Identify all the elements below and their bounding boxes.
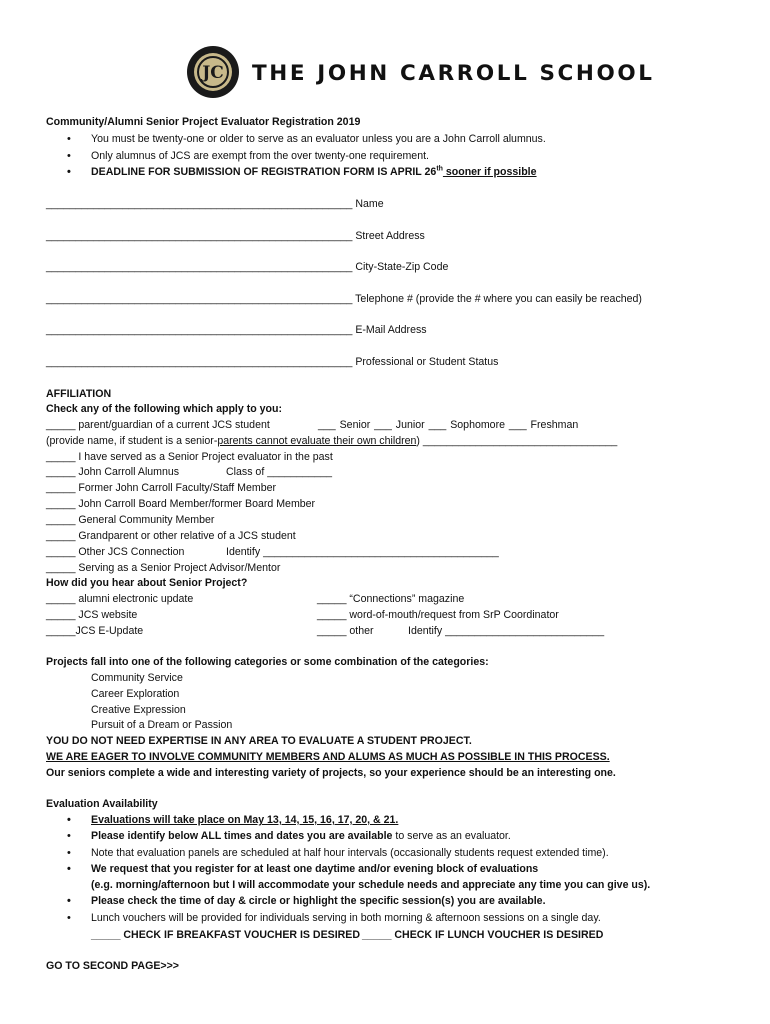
check-note: • Please check the time of day & circle or highlight the specific session(s) you are available. <box>91 895 546 908</box>
other-source-checkbox[interactable]: _____ other <box>317 625 374 637</box>
affiliation-heading: AFFILIATION <box>46 388 112 400</box>
form-title: Community/Alumni Senior Project Evaluator Registration 2019 <box>46 116 361 128</box>
street-address-field[interactable]: ____________________________________________________ Street Address <box>46 230 425 242</box>
identify-availability: • Please identify below ALL times and dates you are available to serve as an evaluator. <box>91 830 511 843</box>
city-state-zip-label: City-State-Zip Code <box>355 261 449 273</box>
school-logo <box>185 44 241 100</box>
hear-heading: How did you hear about Senior Project? <box>46 577 248 589</box>
street-address-label: Street Address <box>355 230 425 242</box>
email-label: E-Mail Address <box>355 324 427 336</box>
request-note: • We request that you register for at least one daytime and/or evening block of evaluations <box>91 863 538 876</box>
status-field[interactable]: ____________________________________________________ Professional or Student Status <box>46 356 499 368</box>
alumni-update-checkbox[interactable]: _____ alumni electronic update <box>46 593 194 605</box>
expertise-note: YOU DO NOT NEED EXPERTISE IN ANY AREA TO EVALUATE A STUDENT PROJECT. <box>46 735 472 747</box>
svg-text:JC: JC <box>202 63 224 83</box>
class-of-field[interactable]: Class of ___________ <box>226 466 333 478</box>
status-label: Professional or Student Status <box>355 356 499 368</box>
other-source-identify-field[interactable]: Identify ___________________________ <box>408 625 605 637</box>
variety-note: Our seniors complete a wide and interesting variety of projects, so your experience should be an interesting one. <box>46 767 616 779</box>
other-connection-checkbox[interactable]: _____ Other JCS Connection <box>46 546 185 558</box>
telephone-label: Telephone # (provide the # where you can easily be reached) <box>355 293 642 305</box>
board-member-checkbox[interactable]: _____ John Carroll Board Member/former Board Member <box>46 498 316 510</box>
magazine-checkbox[interactable]: _____ “Connections” magazine <box>317 593 465 605</box>
category-item: Creative Expression <box>91 704 186 716</box>
website-checkbox[interactable]: _____ JCS website <box>46 609 138 621</box>
grade-checkboxes[interactable]: ___ Senior ___ Junior ___ Sophomore ___ Freshman <box>318 419 579 431</box>
community-member-checkbox[interactable]: _____ General Community Member <box>46 514 215 526</box>
category-item: Career Exploration <box>91 688 180 700</box>
intro-bullet: • Only alumnus of JCS are exempt from the over twenty-one requirement. <box>91 150 429 163</box>
evaluation-heading: Evaluation Availability <box>46 798 158 810</box>
jc-seal-icon <box>185 44 241 100</box>
breakfast-voucher-checkbox[interactable]: _____ CHECK IF BREAKFAST VOUCHER IS DESIRED <box>91 929 361 941</box>
category-item: Pursuit of a Dream or Passion <box>91 719 233 731</box>
next-page-link[interactable]: GO TO SECOND PAGE>>> <box>46 960 179 972</box>
categories-heading: Projects fall into one of the following categories or some combination of the categories: <box>46 656 489 668</box>
student-name-field[interactable]: (provide name, if student is a senior-parents cannot evaluate their own children) _________________________________ <box>46 435 618 447</box>
name-label: Name <box>355 198 384 210</box>
city-state-zip-field[interactable]: ____________________________________________________ City-State-Zip Code <box>46 261 449 273</box>
school-name: THE JOHN CARROLL SCHOOL <box>252 61 655 86</box>
email-field[interactable]: ____________________________________________________ E-Mail Address <box>46 324 427 336</box>
alumnus-checkbox[interactable]: _____ John Carroll Alumnus <box>46 466 180 478</box>
panels-note: • Note that evaluation panels are scheduled at half hour intervals (occasionally students request extended time). <box>91 847 609 860</box>
eager-note: WE ARE EAGER TO INVOLVE COMMUNITY MEMBERS AND ALUMS AS MUCH AS POSSIBLE IN THIS PROCESS. <box>46 751 610 763</box>
word-of-mouth-checkbox[interactable]: _____ word-of-mouth/request from SrP Coordinator <box>317 609 559 621</box>
e-update-checkbox[interactable]: _____JCS E-Update <box>46 625 144 637</box>
parent-checkbox[interactable]: _____ parent/guardian of a current JCS student <box>46 419 270 431</box>
past-evaluator-checkbox[interactable]: _____ I have served as a Senior Project evaluator in the past <box>46 451 333 463</box>
name-field[interactable]: ____________________________________________________ Name <box>46 198 384 210</box>
other-connection-identify-field[interactable]: Identify ________________________________________ <box>226 546 499 558</box>
category-item: Community Service <box>91 672 183 684</box>
former-faculty-checkbox[interactable]: _____ Former John Carroll Faculty/Staff Member <box>46 482 277 494</box>
deadline-notice: • DEADLINE FOR SUBMISSION OF REGISTRATION FORM IS APRIL 26th sooner if possible <box>91 166 537 179</box>
evaluation-dates: • Evaluations will take place on May 13, 14, 15, 16, 17, 20, & 21. <box>91 814 398 827</box>
grandparent-checkbox[interactable]: _____ Grandparent or other relative of a JCS student <box>46 530 296 542</box>
advisor-mentor-checkbox[interactable]: _____ Serving as a Senior Project Advisor/Mentor <box>46 562 281 574</box>
request-note-cont: (e.g. morning/afternoon but I will accommodate your schedule needs and appreciate any time you can give us). <box>91 879 651 891</box>
affiliation-instruction: Check any of the following which apply to you: <box>46 403 283 415</box>
telephone-field[interactable]: ____________________________________________________ Telephone # (provide the # where you can easily be reached) <box>46 293 642 305</box>
intro-bullet: • You must be twenty-one or older to serve as an evaluator unless you are a John Carroll alumnus. <box>91 133 546 146</box>
lunch-voucher-checkbox[interactable]: _____ CHECK IF LUNCH VOUCHER IS DESIRED <box>362 929 604 941</box>
lunch-note: • Lunch vouchers will be provided for individuals serving in both morning & afternoon sessions on a single day. <box>91 912 601 925</box>
